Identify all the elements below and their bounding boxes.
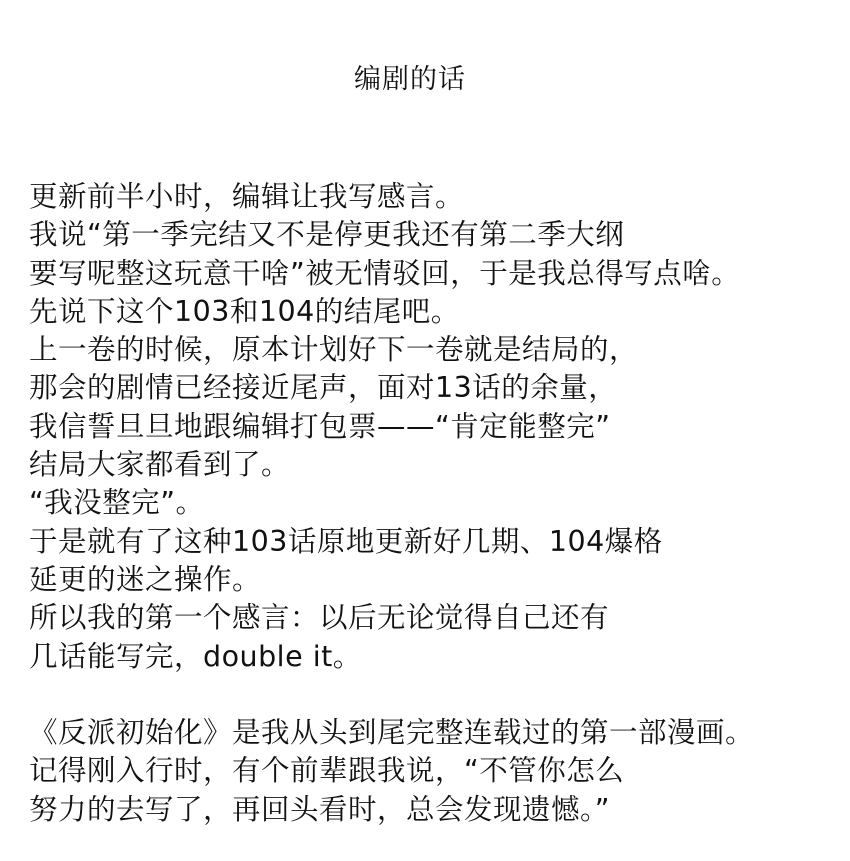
text-line: 更新前半小时，编辑让我写感言。 — [29, 180, 465, 213]
text-line: 上一卷的时候，原本计划好下一卷就是结局的， — [29, 333, 639, 367]
text-line: 《反派初始化》是我从头到尾完整连载过的第一部漫画。 — [29, 716, 755, 750]
text-line: 结局大家都看到了。 — [29, 448, 291, 482]
text-line: 努力的去写了，再回头看时，总会发现遗憾。” — [29, 792, 611, 826]
text-line: 我信誓旦旦地跟编辑打包票——“肯定能整完” — [29, 409, 611, 443]
text-line: 延更的迷之操作。 — [29, 562, 262, 596]
text-line: 先说下这个103和104的结尾吧。 — [29, 294, 460, 328]
blank-line — [29, 676, 844, 714]
afterword-body — [29, 178, 844, 829]
text-line: 所以我的第一个感言：以后无论觉得自己还有 — [29, 601, 610, 635]
text-line: “我没整完”。 — [29, 486, 205, 520]
text-line: 我说“第一季完结又不是停更我还有第二季大纲 — [29, 218, 625, 252]
text-line: 那会的剧情已经接近尾声，面对13话的余量， — [29, 371, 618, 405]
text-line: 于是就有了这种103话原地更新好几期、104爆格 — [29, 524, 663, 558]
text-line: 记得刚入行时，有个前辈跟我说，“不管你怎么 — [29, 754, 625, 788]
text-line: 几话能写完，double it。 — [29, 639, 362, 673]
page-title: 编剧的话 — [354, 64, 466, 95]
text-line: 要写呢整这玩意干啥”被无情驳回，于是我总得写点啥。 — [29, 256, 741, 290]
